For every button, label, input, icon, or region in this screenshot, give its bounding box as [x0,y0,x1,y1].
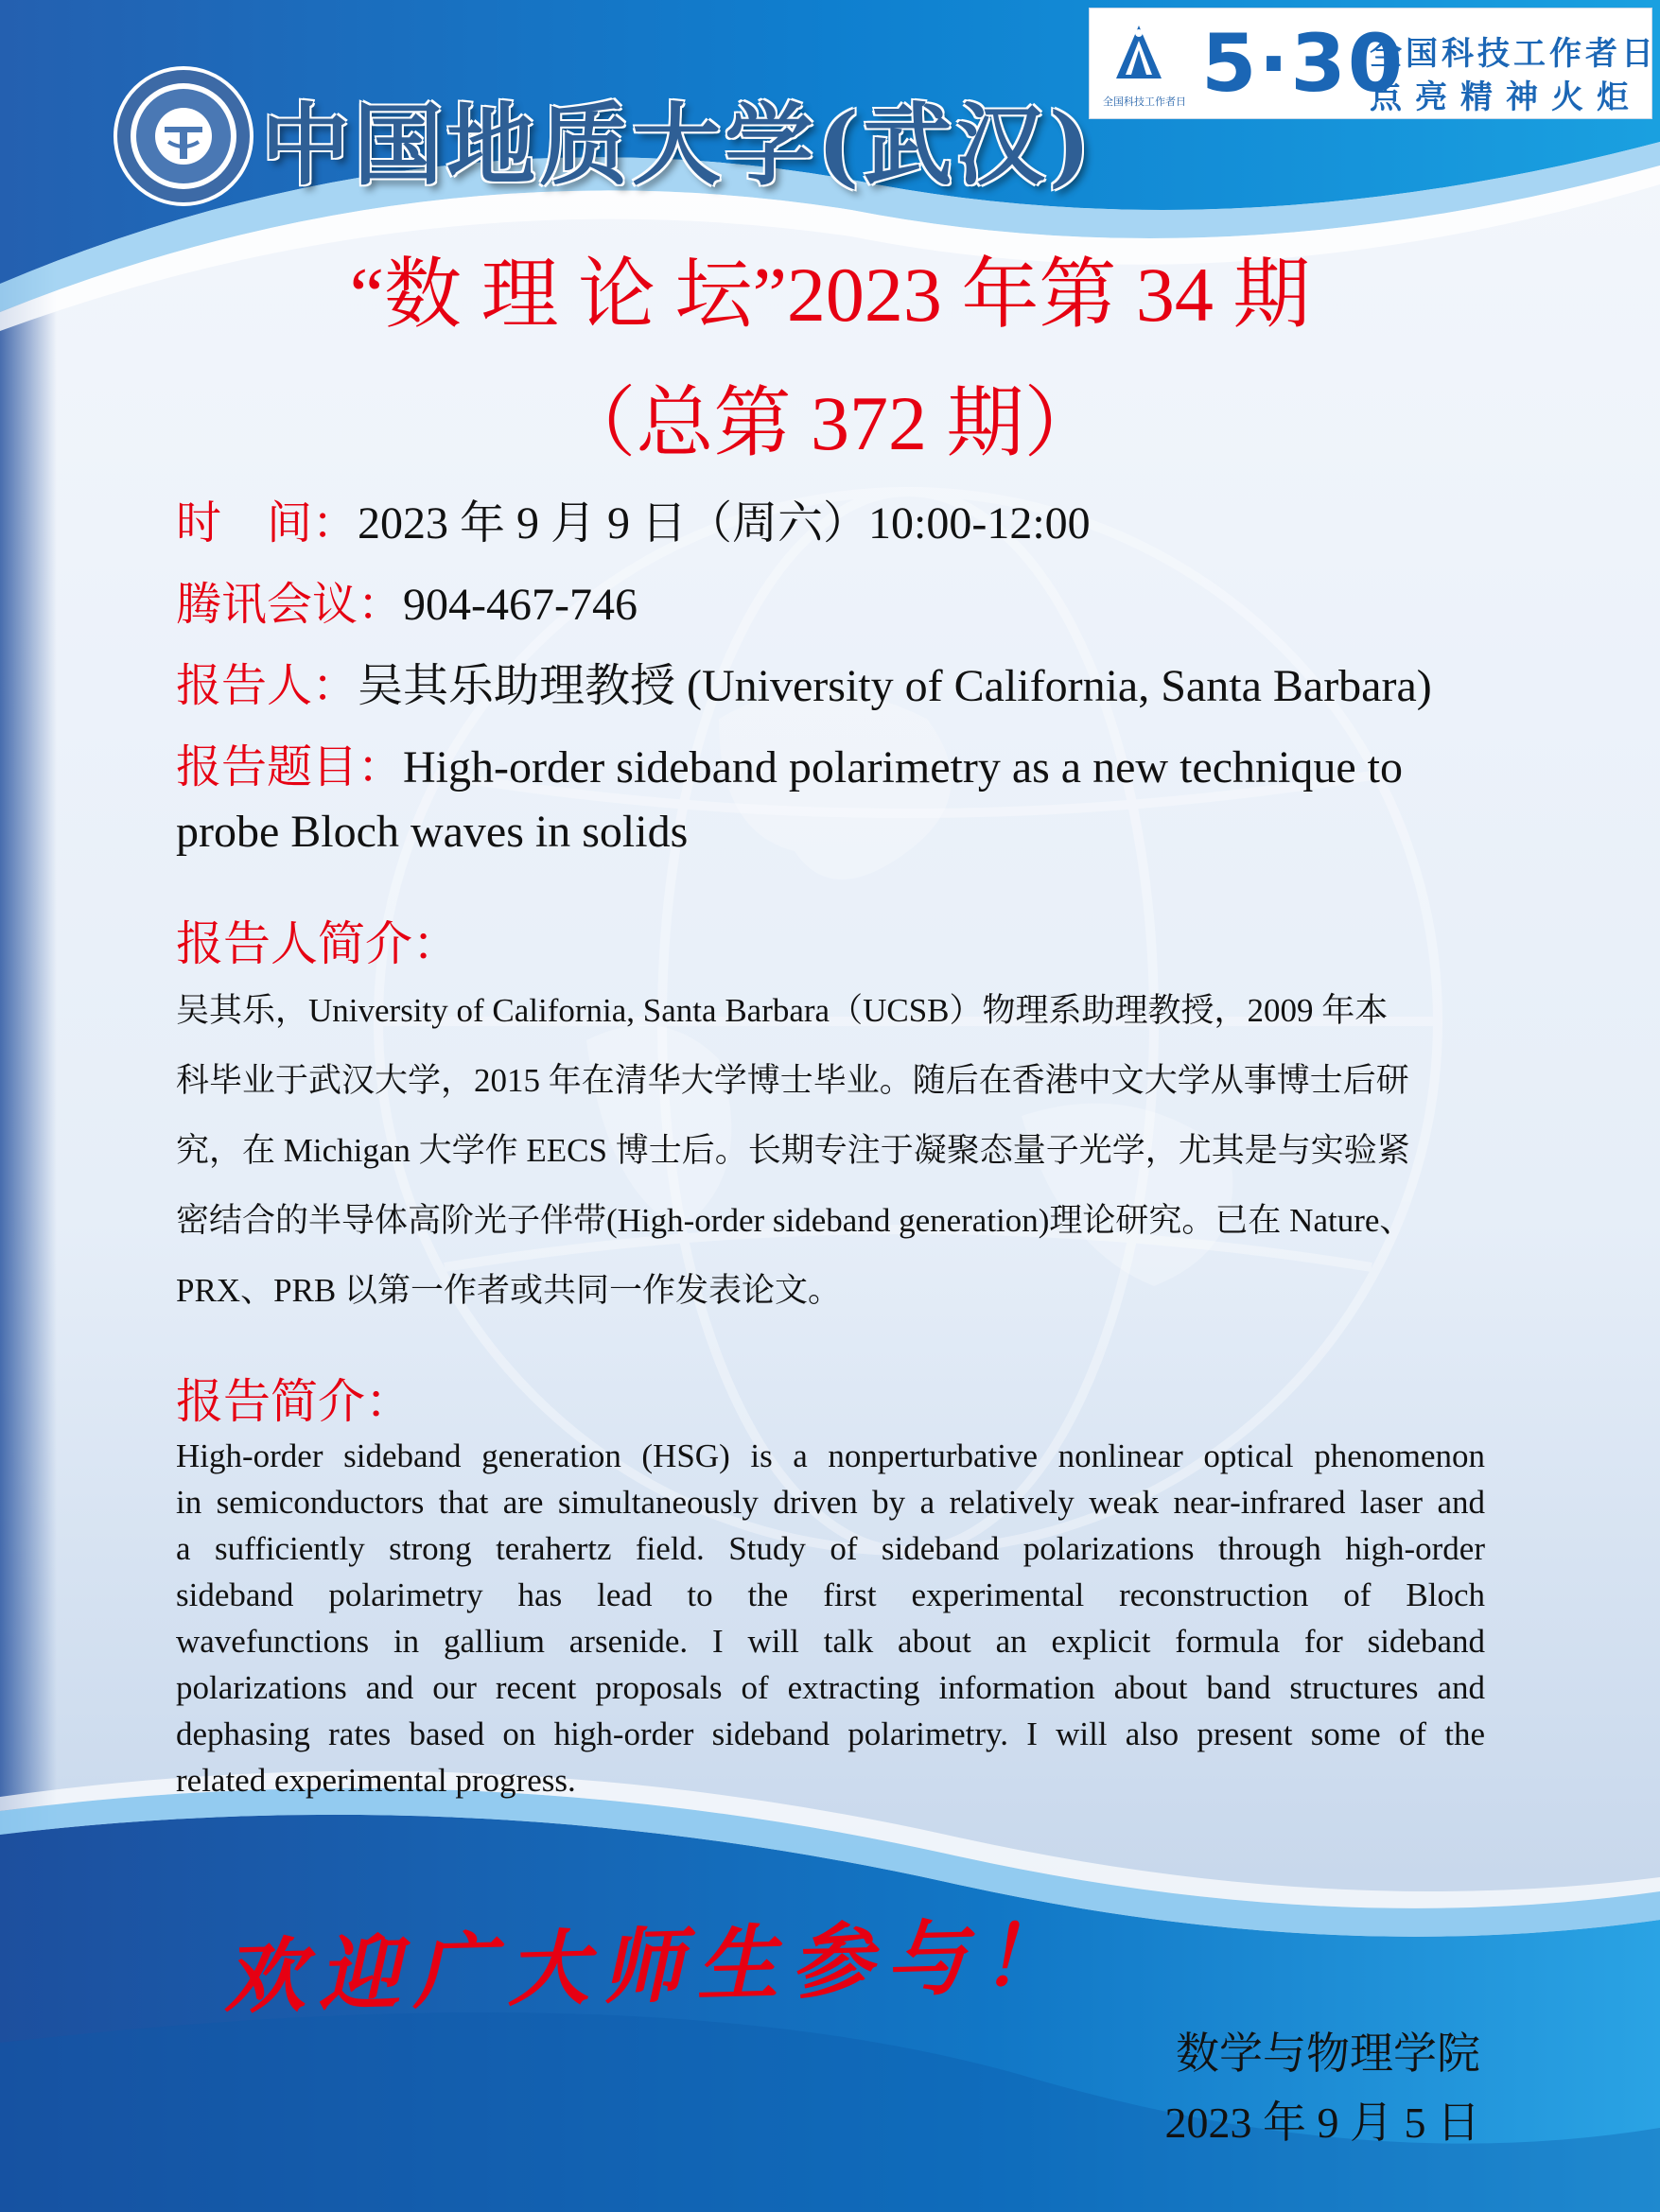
issue-date: 2023 年 9 月 5 日 [1164,2099,1480,2147]
science-day-badge [1089,8,1657,119]
time-label: 时 间： [176,498,358,549]
speaker-row [176,656,1432,717]
time-row [176,494,1091,554]
topic-row [176,738,1403,798]
bio-line: PRX、PRB 以第一作者或共同一作发表论文。 [176,1272,841,1309]
bio-line: 密结合的半导体高阶光子伴带(High-order sideband generation)理论研究。已在 Nature、 [176,1202,1413,1239]
meeting-id: 904-467-746 [403,580,638,630]
bio-line: 吴其乐，University of California, Santa Barbara（UCSB）物理系助理教授，2009 年本 [176,992,1389,1029]
bio-line: 科毕业于武汉大学，2015 年在清华大学博士毕业。随后在香港中文大学从事博士后研 [176,1062,1409,1099]
speaker-value: 吴其乐助理教授 (University of California, Santa Barbara) [358,661,1432,711]
forum-issue-total: （总第 372 期） [558,380,1102,466]
meeting-label: 腾讯会议： [176,580,404,630]
abstract-section-title: 报告简介： [176,1375,412,1428]
abstract-line: a sufficiently strong terahertz field. Study of sideband polarizations through high-order [176,1530,1485,1567]
tent-logo-icon [1112,22,1165,88]
topic-value-line1: High-order sideband polarimetry as a new technique to [403,742,1403,792]
abstract-line: dephasing rates based on high-order sideband polarimetry. I will also present some of the [176,1716,1485,1752]
time-value: 2023 年 9 月 9 日（周六）10:00-12:00 [358,498,1091,549]
forum-title: “数 理 论 坛”2023 年第 34 期 [349,252,1311,338]
topic-value-line2: probe Bloch waves in solids [176,807,689,857]
abstract-line: polarizations and our recent proposals of extracting information about band structures and [176,1669,1485,1706]
speaker-label: 报告人： [176,661,358,711]
bio-section-title: 报告人简介： [176,917,460,970]
badge-slogan-line1: 全国科技工作者日 [1370,35,1657,73]
bio-line: 究，在 Michigan 大学作 EECS 博士后。长期专注于凝聚态量子光学，尤其是与实验紧 [176,1132,1410,1169]
university-name: 中国地质大学(武汉) [261,94,1094,198]
badge-mark-caption: 全国科技工作者日 [1103,96,1186,108]
abstract-line: sideband polarimetry has lead to the first experimental reconstruction of Bloch [176,1576,1485,1613]
topic-label: 报告题目： [176,742,404,792]
abstract-line: in semiconductors that are simultaneously driven by a relatively weak near-infrared laser and [176,1484,1485,1521]
university-seal-icon [112,64,255,208]
meeting-row [176,575,638,636]
badge-slogan-line2: 点亮精神火炬 [1370,78,1642,116]
organizer-name: 数学与物理学院 [1176,2029,1480,2078]
abstract-line: High-order sideband generation (HSG) is a nonperturbative nonlinear optical phenomenon [176,1437,1485,1474]
abstract-line: wavefunctions in gallium arsenide. I will talk about an explicit formula for sideband [176,1623,1485,1660]
abstract-line: related experimental progress. [176,1762,576,1799]
welcome-slogan: 欢迎广大师生参与！ [222,1907,1076,2026]
badge-number: 5·30 [1201,17,1406,110]
